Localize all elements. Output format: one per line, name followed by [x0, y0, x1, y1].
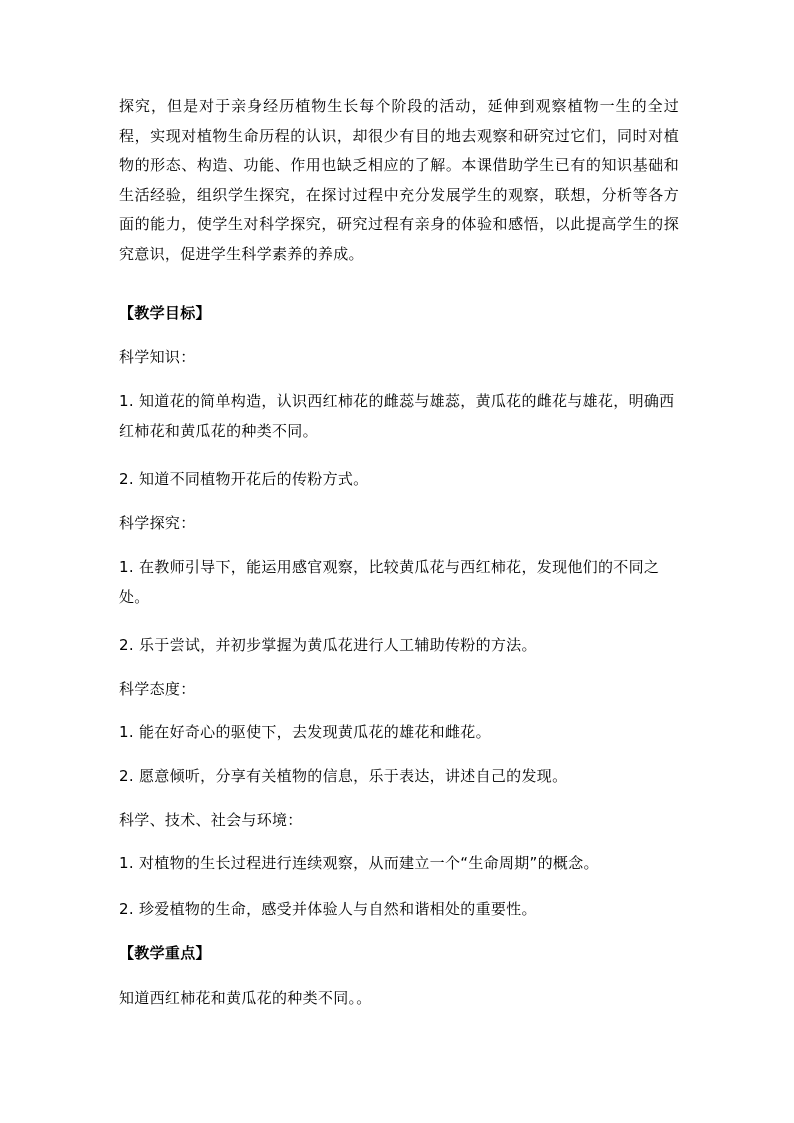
intro-paragraph: 探究，但是对于亲身经历植物生长每个阶段的活动，延伸到观察植物一生的全过程，实现对植物生命历程的认识，却很少有目的地去观察和研究过它们，同时对植物的形态、构造、功能、作用也缺乏相应的了解。本课借助学生已有的知识基础和生活经验，组织学生探究，在探讨过程中充分发展学生的观察，联想，分析等各方面的能力，使学生对科学探究，研究过程有亲身的体验和感悟，以此提高学生的探究意识，促进学生科学素养的养成。 [119, 97, 679, 263]
key-points-text: 知道西红柿花和黄瓜花的种类不同。。 [119, 989, 372, 1007]
attitude-title: 科学态度： [119, 680, 196, 698]
inquiry-item-2: 2. 乐于尝试，并初步掌握为黄瓜花进行人工辅助传粉的方法。 [119, 636, 537, 654]
key-points-heading: 【教学重点】 [119, 944, 211, 962]
knowledge-title: 科学知识： [119, 348, 196, 366]
attitude-item-2: 2. 愿意倾听，分享有关植物的信息，乐于表达，讲述自己的发现。 [119, 767, 568, 785]
sts-title: 科学、技术、社会与环境： [119, 811, 303, 829]
knowledge-item-1: 1. 知道花的简单构造，认识西红柿花的雌蕊与雄蕊，黄瓜花的雌花与雄花，明确西红柿花和黄瓜花的种类不同。 [119, 392, 675, 440]
knowledge-item-2: 2. 知道不同植物开花后的传粉方式。 [119, 470, 369, 488]
sts-item-2: 2. 珍爱植物的生命，感受并体验人与自然和谐相处的重要性。 [119, 900, 537, 918]
sts-item-1: 1. 对植物的生长过程进行连续观察，从而建立一个“生命周期”的概念。 [119, 854, 599, 872]
attitude-item-1: 1. 能在好奇心的驱使下，去发现黄瓜花的雄花和雌花。 [119, 723, 491, 741]
objectives-heading: 【教学目标】 [119, 304, 211, 322]
inquiry-item-1: 1. 在教师引导下，能运用感官观察，比较黄瓜花与西红柿花，发现他们的不同之处。 [119, 558, 660, 606]
inquiry-title: 科学探究： [119, 514, 196, 532]
document-page [119, 0, 679, 1123]
